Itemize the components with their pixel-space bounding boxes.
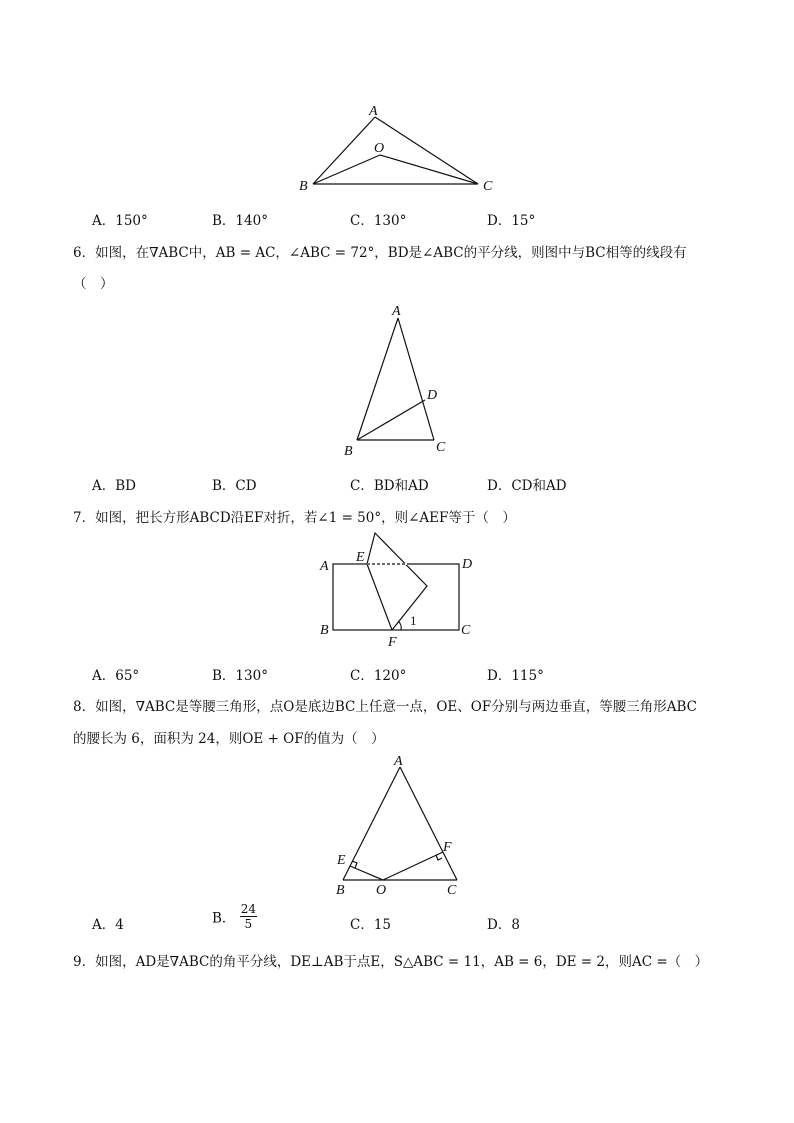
q7-option-c[interactable]: C．120° (350, 668, 407, 684)
q8-label-b: B (336, 883, 345, 898)
q8-label-a: A (394, 754, 403, 769)
q7-label-e: E (356, 550, 365, 565)
q6-stem-paren: （ ） (73, 276, 114, 292)
q7-stem: 7．如图，把长方形ABCD沿EF对折，若∠1 = 50°，则∠AEF等于（ ） (73, 510, 516, 526)
q8-stem: 8．如图，∇ABC是等腰三角形，点O是底边BC上任意一点，OE、OF分别与两边垂直，等腰三角形ABC (73, 699, 697, 715)
q6-stem: 6．如图，在∇ABC中，AB = AC，∠ABC = 72°，BD是∠ABC的平分线，则图中与BC相等的线段有 (73, 245, 687, 261)
q5-option-d[interactable]: D．15° (487, 213, 536, 229)
q8-option-d[interactable]: D．8 (487, 917, 520, 933)
q5-label-c: C (483, 179, 493, 194)
q7-label-d: D (462, 557, 473, 572)
q6-option-d[interactable]: D．CD和AD (487, 478, 567, 494)
q7-figure (310, 528, 490, 653)
q8-option-b-fraction (240, 902, 257, 931)
q5-option-c[interactable]: C．130° (350, 213, 407, 229)
q7-label-b: B (320, 623, 329, 638)
q8-label-e: E (337, 853, 346, 868)
q6-label-a: A (392, 304, 401, 319)
q5-label-a: A (369, 104, 378, 119)
q8-figure (325, 750, 475, 900)
q8-option-b[interactable] (212, 902, 257, 931)
q6-label-d: D (427, 388, 438, 403)
q7-option-d[interactable]: D．115° (487, 668, 544, 684)
q7-label-f: F (388, 635, 397, 650)
q6-label-c: C (436, 440, 446, 455)
q7-option-b[interactable]: B．130° (212, 668, 268, 684)
q8-option-b-numerator: 24 (240, 902, 256, 916)
q8-label-o: O (376, 883, 387, 898)
q8-label-f: F (443, 840, 452, 855)
q7-label-a: A (320, 559, 329, 574)
q7-option-a[interactable]: A．65° (92, 668, 140, 684)
q5-label-b: B (299, 179, 308, 194)
q8-label-c: C (447, 883, 457, 898)
q5-option-b[interactable]: B．140° (212, 213, 268, 229)
q6-label-b: B (344, 444, 353, 459)
q6-option-b[interactable]: B．CD (212, 478, 257, 494)
q5-option-a[interactable]: A．150° (92, 213, 148, 229)
q8-option-c[interactable]: C．15 (350, 917, 392, 933)
q7-label-angle-1: 1 (410, 613, 417, 628)
q6-figure (330, 298, 470, 463)
q8-option-a[interactable]: A．4 (92, 917, 124, 933)
q6-option-c[interactable]: C．BD和AD (350, 478, 429, 494)
q6-option-a[interactable]: A．BD (92, 478, 136, 494)
q8-option-b-denominator: 5 (244, 917, 253, 931)
q8-option-b-prefix: B． (212, 910, 236, 927)
q5-figure (290, 100, 510, 200)
q9-stem: 9．如图，AD是∇ABC的角平分线，DE⊥AB于点E，S△ABC = 11，AB = 6，DE = 2，则AC =（ ） (73, 954, 709, 970)
q5-label-o: O (374, 141, 385, 156)
q8-stem-line2: 的腰长为 6，面积为 24，则OE + OF的值为（ ） (73, 731, 385, 747)
q7-label-c: C (461, 623, 471, 638)
